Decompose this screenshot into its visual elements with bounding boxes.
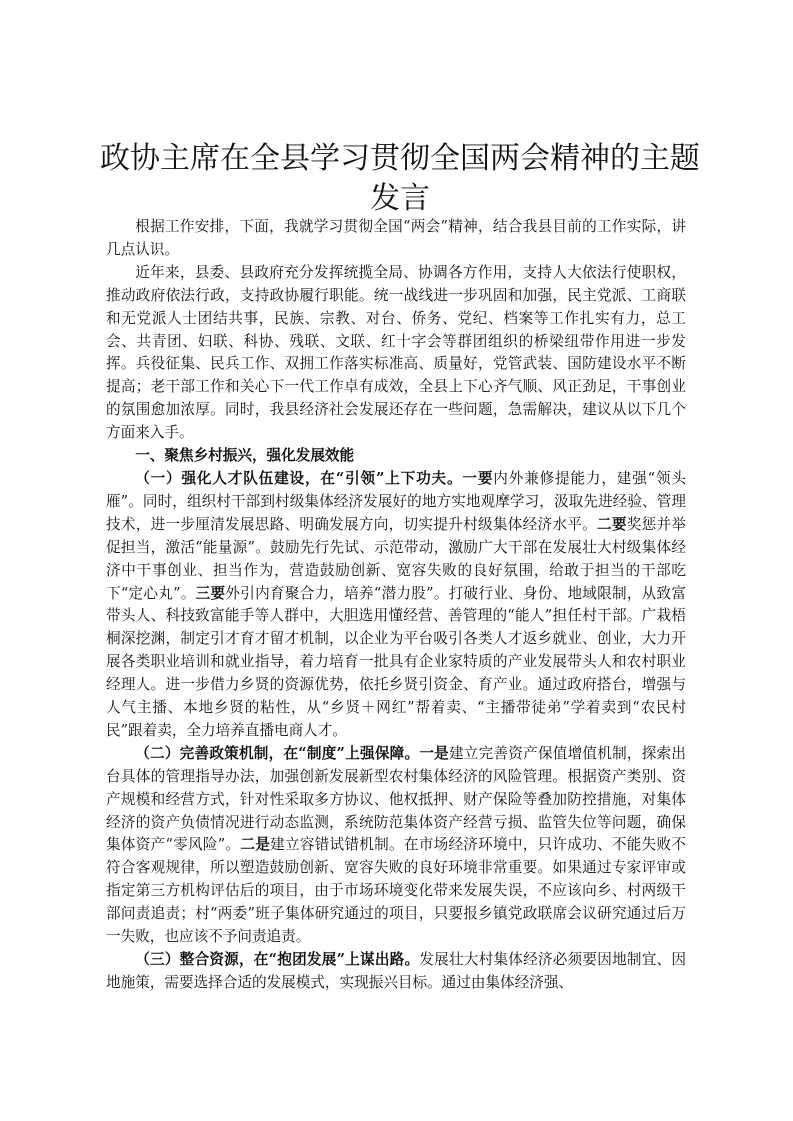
text-run: 一、聚焦乡村振兴，强化发展效能 bbox=[135, 447, 355, 465]
document-body bbox=[106, 216, 686, 995]
bold-text-run: 二要 bbox=[596, 515, 627, 533]
bold-text-run: （一）强化人才队伍建设，在“引领”上下功夫。 bbox=[135, 469, 463, 487]
bold-text-run: 一是 bbox=[419, 744, 449, 762]
bold-text-run: 三要 bbox=[195, 584, 226, 602]
body-paragraph bbox=[106, 949, 686, 995]
bold-text-run: 一要 bbox=[462, 469, 494, 487]
text-run: 奖惩并举促担当，激活“能量源”。鼓励先行先试、示范带动，激励广大干部在发展壮大村级集体经济中干事创业、担当作为，营造鼓励创新、宽容失败的良好氛围，给敢于担当的干部吃下“定心丸”。 bbox=[106, 515, 686, 602]
text-run: 建立完善资产保值增值机制，探索出台具体的管理指导办法，加强创新发展新型农村集体经济的风险管理。根据资产类别、资产规模和经营方式，针对性采取多方协议、他权抵押、财产保险等叠加防控措施，对集体经济的资产负债情况进行动态监测，系统防范集体资产经营亏损、监管失位等问题，确保集体资产“零风险”。 bbox=[106, 744, 686, 854]
text-run: 根据工作安排，下面，我就学习贯彻全国“两会”精神，结合我县目前的工作实际，讲几点认识。 bbox=[106, 218, 686, 258]
body-paragraph bbox=[106, 468, 686, 743]
body-paragraph bbox=[106, 262, 686, 445]
text-run: 外引内育聚合力，培养“潜力股”。打破行业、身份、地域限制，从致富带头人、科技致富能手等人群中，大胆选用懂经营、善管理的“能人”担任村干部。广栽梧桐深挖渊，制定引才育才留才机制，以企业为平台吸引各类人才返乡就业、创业，大力开展各类职业培训和就业指导，着力培育一批具有企业家特质的产业发展带头人和农村职业经理人。进一步借力乡贤的资源优势，依托乡贤引资金、育产业。通过政府搭台，增强与人气主播、本地乡贤的粘性，从“乡贤＋网红”帮着卖、“主播带徒弟”学着卖到“农民村民”跟着卖，全力培养直播电商人才。 bbox=[106, 584, 686, 739]
document-title: 政协主席在全县学习贯彻全国两会精神的主题发言 bbox=[100, 141, 700, 216]
bold-text-run: （三）整合资源，在“抱团发展”上谋出路。 bbox=[135, 951, 420, 968]
section-heading bbox=[106, 445, 686, 468]
body-paragraph bbox=[106, 216, 686, 262]
text-run: 近年来，县委、县政府充分发挥统揽全局、协调各方作用，支持人大依法行使职权，推动政府依法行政，支持政协履行职能。统一战线进一步巩固和加强，民主党派、工商联和无党派人士团结共事，民族、宗教、对台、侨务、党纪、档案等工作扎实有力，总工会、共青团、妇联、科协、残联、文联、红十字会等群团组织的桥梁纽带作用进一步发挥。兵役征集、民兵工作、双拥工作落实标准高、质量好，党管武装、国防建设水平不断提高；老干部工作和关心下一代工作卓有成效，全县上下心齐气顺、风正劲足，干事创业的氛围愈加浓厚。同时，我县经济社会发展还存在一些问题，急需解决，建议从以下几个方面来入手。 bbox=[106, 263, 686, 442]
text-run: 建立容错试错机制。在市场经济环境中，只许成功、不能失败不符合客观规律，所以塑造鼓励创新、宽容失败的良好环境非常重要。如果通过专家评审或指定第三方机构评估后的项目，由于市场环境变化带来发展失误，不应该向乡、村两级干部问责追责；村“两委”班子集体研究通过的项目，只要报乡镇党政联席会议研究通过后万一失败，也应该不予问责追责。 bbox=[106, 836, 686, 946]
bold-text-run: （二）完善政策机制，在“制度”上强保障。 bbox=[135, 744, 420, 762]
body-paragraph bbox=[106, 743, 686, 949]
text-run: 发展壮大村集体经济必须要因地制宜、因地施策，需要选择合适的发展模式，实现振兴目标。通过由集体经济强、 bbox=[106, 951, 686, 991]
text-run: 内外兼修提能力，建强“领头雁”。同时，组织村干部到村级集体经济发展好的地方实地观摩学习，汲取先进经验、管理技术，进一步厘清发展思路、明确发展方向，切实提升村级集体经济水平。 bbox=[106, 469, 686, 533]
bold-text-run: 二是 bbox=[240, 836, 271, 854]
